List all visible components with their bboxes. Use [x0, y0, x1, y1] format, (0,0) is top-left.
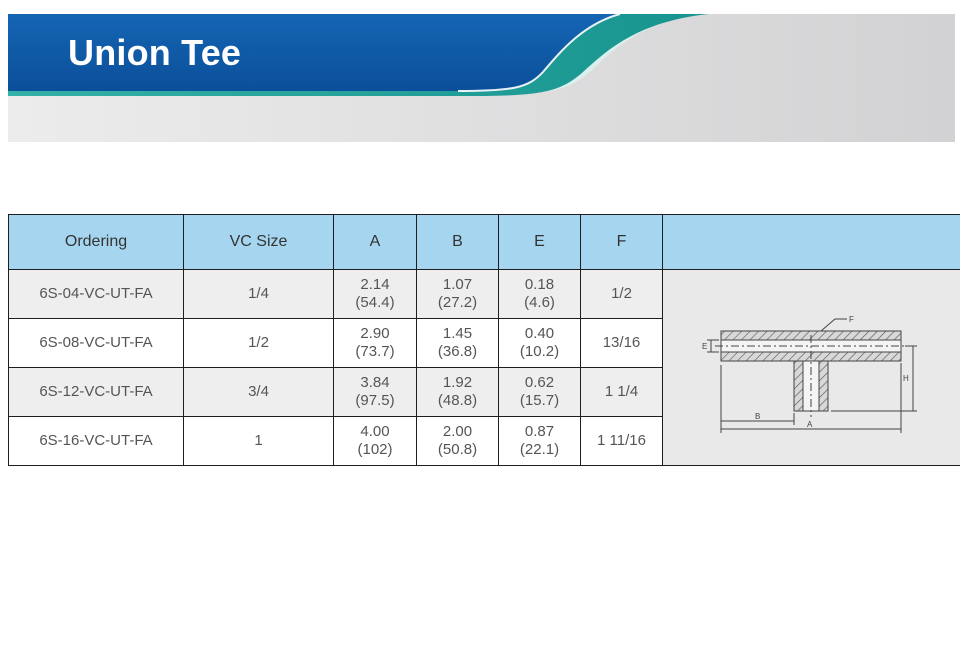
cell-a: [334, 368, 417, 417]
column-header-a: A: [334, 215, 417, 270]
cell-ordering: 6S-08-VC-UT-FA: [9, 319, 184, 368]
cell-f: 1/2: [581, 270, 663, 319]
table-row: [9, 270, 960, 319]
cell-e-mm: (4.6): [524, 294, 555, 311]
drawing-label-a: A: [807, 420, 813, 429]
cell-vc-size: 1/4: [184, 270, 334, 319]
drawing-label-e: E: [702, 342, 708, 351]
cell-a-mm: (97.5): [355, 392, 395, 409]
drawing-label-b: B: [755, 412, 761, 421]
cell-a-mm: (54.4): [355, 294, 395, 311]
cell-a: [334, 319, 417, 368]
cell-e-mm: (10.2): [519, 343, 560, 360]
cell-ordering: 6S-12-VC-UT-FA: [9, 368, 184, 417]
cell-b-mm: (27.2): [437, 294, 478, 311]
cell-ordering: 6S-04-VC-UT-FA: [9, 270, 184, 319]
cell-f: 1 1/4: [581, 368, 663, 417]
cell-e-mm: (22.1): [519, 441, 560, 458]
cell-e-inch: 0.40: [524, 325, 555, 342]
cell-e: [499, 368, 581, 417]
column-header-ordering: Ordering: [9, 215, 184, 270]
cell-e-inch: 0.62: [524, 374, 555, 391]
cell-a: [334, 270, 417, 319]
column-header-e: E: [499, 215, 581, 270]
cell-e: [499, 270, 581, 319]
column-header-f: F: [581, 215, 663, 270]
column-header-vc-size: VC Size: [184, 215, 334, 270]
cell-b-mm: (48.8): [437, 392, 478, 409]
cell-a-mm: (73.7): [355, 343, 395, 360]
dimensions-table: [8, 214, 960, 466]
cell-b-inch: 1.07: [442, 276, 473, 293]
page-title: Union Tee: [68, 32, 242, 73]
drawing-label-h: H: [903, 374, 910, 383]
column-header-b: B: [417, 215, 499, 270]
cell-e-inch: 0.18: [524, 276, 555, 293]
cell-e-inch: 0.87: [524, 423, 555, 440]
cell-vc-size: 1: [184, 417, 334, 466]
cell-e: [499, 319, 581, 368]
table-header-row: [9, 215, 960, 270]
cell-b: [417, 319, 499, 368]
cell-vc-size: 3/4: [184, 368, 334, 417]
cell-b: [417, 417, 499, 466]
cell-a-mm: (102): [357, 441, 393, 458]
cell-b-inch: 1.92: [442, 374, 473, 391]
cell-b: [417, 368, 499, 417]
cell-b-inch: 2.00: [442, 423, 473, 440]
cell-e: [499, 417, 581, 466]
cell-ordering: 6S-16-VC-UT-FA: [9, 417, 184, 466]
cell-b-inch: 1.45: [442, 325, 473, 342]
cell-a-inch: 4.00: [360, 423, 390, 440]
drawing-label-f: F: [849, 315, 855, 324]
cell-vc-size: 1/2: [184, 319, 334, 368]
cell-a-inch: 2.14: [360, 276, 390, 293]
union-tee-drawing-cell: [663, 270, 960, 466]
cell-f: 13/16: [581, 319, 663, 368]
column-header-drawing: [663, 215, 960, 270]
title-banner: [8, 14, 955, 142]
cell-a-inch: 3.84: [360, 374, 390, 391]
cell-b-mm: (50.8): [437, 441, 478, 458]
cell-a-inch: 2.90: [360, 325, 390, 342]
cell-f: 1 11/16: [581, 417, 663, 466]
cell-b: [417, 270, 499, 319]
union-tee-drawing: [701, 295, 921, 435]
cell-a: [334, 417, 417, 466]
cell-e-mm: (15.7): [519, 392, 560, 409]
cell-b-mm: (36.8): [437, 343, 478, 360]
